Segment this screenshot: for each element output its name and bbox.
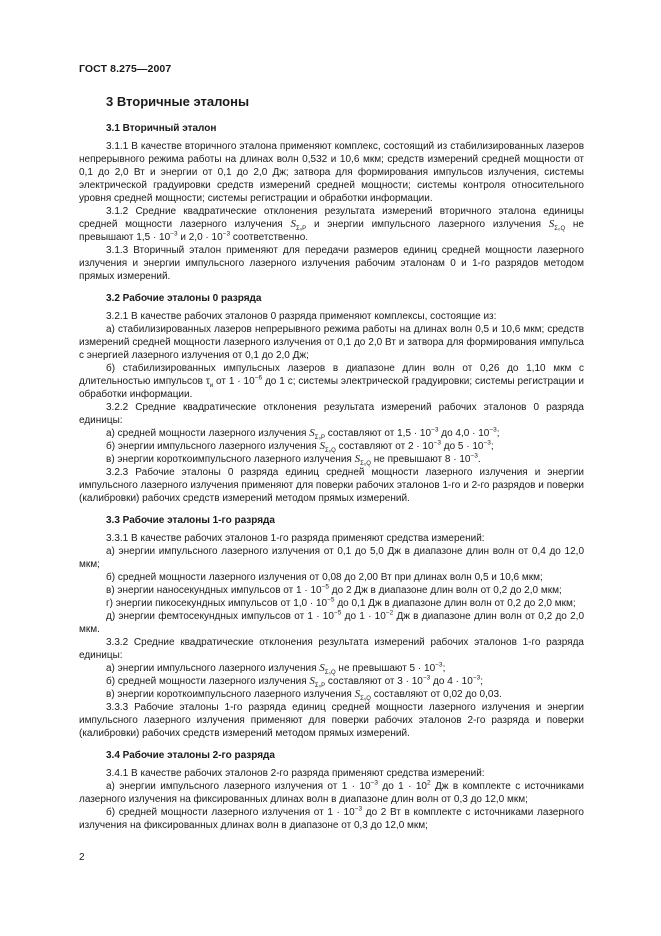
paragraph-3-3-3: 3.3.3 Рабочие эталоны 1-го разряда единиц средней мощности лазерного излучения и энергии импульсного лазерного излучения применяют для поверки рабочих эталонов 2-го разряда и поверки (калибровки) рабочих средств измерений методом прямых измерений. <box>79 702 584 739</box>
subsection-title-3-4: 3.4 Рабочие эталоны 2-го разряда <box>106 750 275 761</box>
list-item-3-3-1-a: а) энергии импульсного лазерного излучения от 0,1 до 5,0 Дж в диапазоне длин волн от 0,4 до 12,0 мкм; <box>79 546 584 570</box>
paragraph-3-2-3: 3.2.3 Рабочие эталоны 0 разряда единиц средней мощности лазерного излучения и энергии импульсного лазерного излучения применяют для поверки рабочих эталонов 1-го и 2-го разрядов и поверки (калибровки) рабочих средств измерений методом прямых измерений. <box>79 467 584 504</box>
subsection-title-3-3: 3.3 Рабочие эталоны 1-го разряда <box>106 515 275 526</box>
list-item-3-3-1-v: в) энергии наносекундных импульсов от $1 \cdot 10^{-5}$ до 2 Дж в диапазоне длин волн от 0,2 до 2,0 мкм; <box>106 583 562 596</box>
paragraph-3-2-2: 3.2.2 Средние квадратические отклонения результата измерений рабочих эталонов 0 разряда единицы: <box>79 402 584 426</box>
subsection-title-3-2: 3.2 Рабочие эталоны 0 разряда <box>106 293 262 304</box>
list-item-3-3-2-b: б) средней мощности лазерного излучения $S_{\Sigma_0P}$ составляют от $3 \cdot 10^{-3}$ до $4 \cdot 10^{-3}$; <box>106 674 484 689</box>
paragraph-3-4-1: 3.4.1 В качестве рабочих эталонов 2-го разряда применяют средства измерений: <box>106 768 485 779</box>
list-item-3-2-1-b: б) стабилизированных импульсных лазеров в диапазоне длин волн от 0,26 до 1,10 мкм с длительностью импульсов $\tau_и$ от $1 \cdot 10^{-6}$ до 1 с; системы электрической градуировки; системы регистрации и обработки информации. <box>79 363 584 400</box>
document-header: ГОСТ 8.275—2007 <box>79 63 172 75</box>
paragraph-3-1-1: 3.1.1 В качестве вторичного эталона применяют комплекс, состоящий из стабилизированных лазеров непрерывного режима работы на длинах волн 0,532 и 10,6 мкм; средств измерений средней мощности от 0,1 до 2,0 Вт и энергии от 0,1 до 2,0 Дж; затвора для формирования импульсов излучения, системы электрической градуировки средств измерений средней мощности; системы контроля относительного уровня средней мощности; системы регистрации и обработки информации. <box>79 141 584 204</box>
subsection-title-3-1: 3.1 Вторичный эталон <box>106 123 217 134</box>
list-item-3-4-1-a: а) энергии импульсного лазерного излучения от $1 \cdot 10^{-3}$ до $1 \cdot 10^2$ Дж в комплекте с источниками лазерного излучения на фиксированных длинах волн в диапазоне длин волн от 0,3 до 12,0 мкм; <box>79 779 584 805</box>
list-item-3-2-2-c: в) энергии короткоимпульсного лазерного излучения $S_{\Sigma_0Q}$ не превышают $8 \cdot 10^{-3}$. <box>106 452 481 467</box>
list-item-3-3-1-g: г) энергии пикосекундных импульсов от $1,0 \cdot 10^{-5}$ до 0,1 Дж в диапазоне длин волн от 0,2 до 2,0 мкм; <box>106 596 576 609</box>
paragraph-3-3-1: 3.3.1 В качестве рабочих эталонов 1-го разряда применяют средства измерений: <box>106 533 485 544</box>
page-number: 2 <box>79 852 85 863</box>
paragraph-3-1-2: 3.1.2 Средние квадратические отклонения результата измерений вторичного эталона единицы средней мощности лазерного излучения $S_{\Sigma_0P}$ и энергии импульсного лазерного излучения $S_{\Sigma_0Q}$ не превышают $1,5 \cdot 10^{-3}$ и $2,0 \cdot 10^{-3}$ соответственно. <box>79 206 584 243</box>
list-item-3-4-1-b: б) средней мощности лазерного излучения от $1 \cdot 10^{-3}$ до 2 Вт в комплекте с источниками лазерного излучения на фиксированных длинах волн в диапазоне от 0,3 до 12,0 мкм; <box>79 805 584 831</box>
list-item-3-2-2-b: б) энергии импульсного лазерного излучения $S_{\Sigma_0Q}$ составляют от $2 \cdot 10^{-3}$ до $5 \cdot 10^{-3}$; <box>106 439 494 454</box>
list-item-3-3-1-b: б) средней мощности лазерного излучения от 0,08 до 2,00 Вт при длинах волн 0,5 и 10,6 мкм; <box>106 572 543 583</box>
list-item-3-3-1-d: д) энергии фемтосекундных импульсов от $1 \cdot 10^{-5}$ до $1 \cdot 10^{-2}$ Дж в диапазоне длин волн от 0,2 до 2,0 мкм. <box>79 609 584 635</box>
section-title: 3 Вторичные эталоны <box>106 94 250 109</box>
paragraph-3-2-1: 3.2.1 В качестве рабочих эталонов 0 разряда применяют комплексы, состоящие из: <box>106 311 497 322</box>
list-item-3-3-2-a: а) энергии импульсного лазерного излучения $S_{\Sigma_0Q}$ не превышают $5 \cdot 10^{-3}$; <box>106 661 446 676</box>
list-item-3-3-2-c: в) энергии короткоимпульсного лазерного излучения $S_{\Sigma_0Q}$ составляют от 0,02 до 0,03. <box>106 688 502 702</box>
document-body <box>79 93 584 832</box>
paragraph-3-3-2: 3.3.2 Средние квадратические отклонения результата измерений рабочих эталонов 1-го разряда единицы: <box>79 637 584 661</box>
paragraph-3-1-3: 3.1.3 Вторичный эталон применяют для передачи размеров единиц средней мощности лазерного излучения и энергии импульсного лазерного излучения рабочим эталонам 0 и 1-го разрядов методом прямых измерений. <box>79 245 584 282</box>
list-item-3-2-2-a: а) средней мощности лазерного излучения $S_{\Sigma_0P}$ составляют от $1,5 \cdot 10^{-3}$ до $4,0 \cdot 10^{-3}$; <box>106 426 500 441</box>
list-item-3-2-1-a: а) стабилизированных лазеров непрерывного режима работы на длинах волн 0,5 и 10,6 мкм; средств измерений средней мощности лазерного излучения от 0,1 до 2,0 Вт и затвора для формирования импульса с энергией лазерного излучения от 0,1 до 2,0 Дж; <box>79 324 584 361</box>
